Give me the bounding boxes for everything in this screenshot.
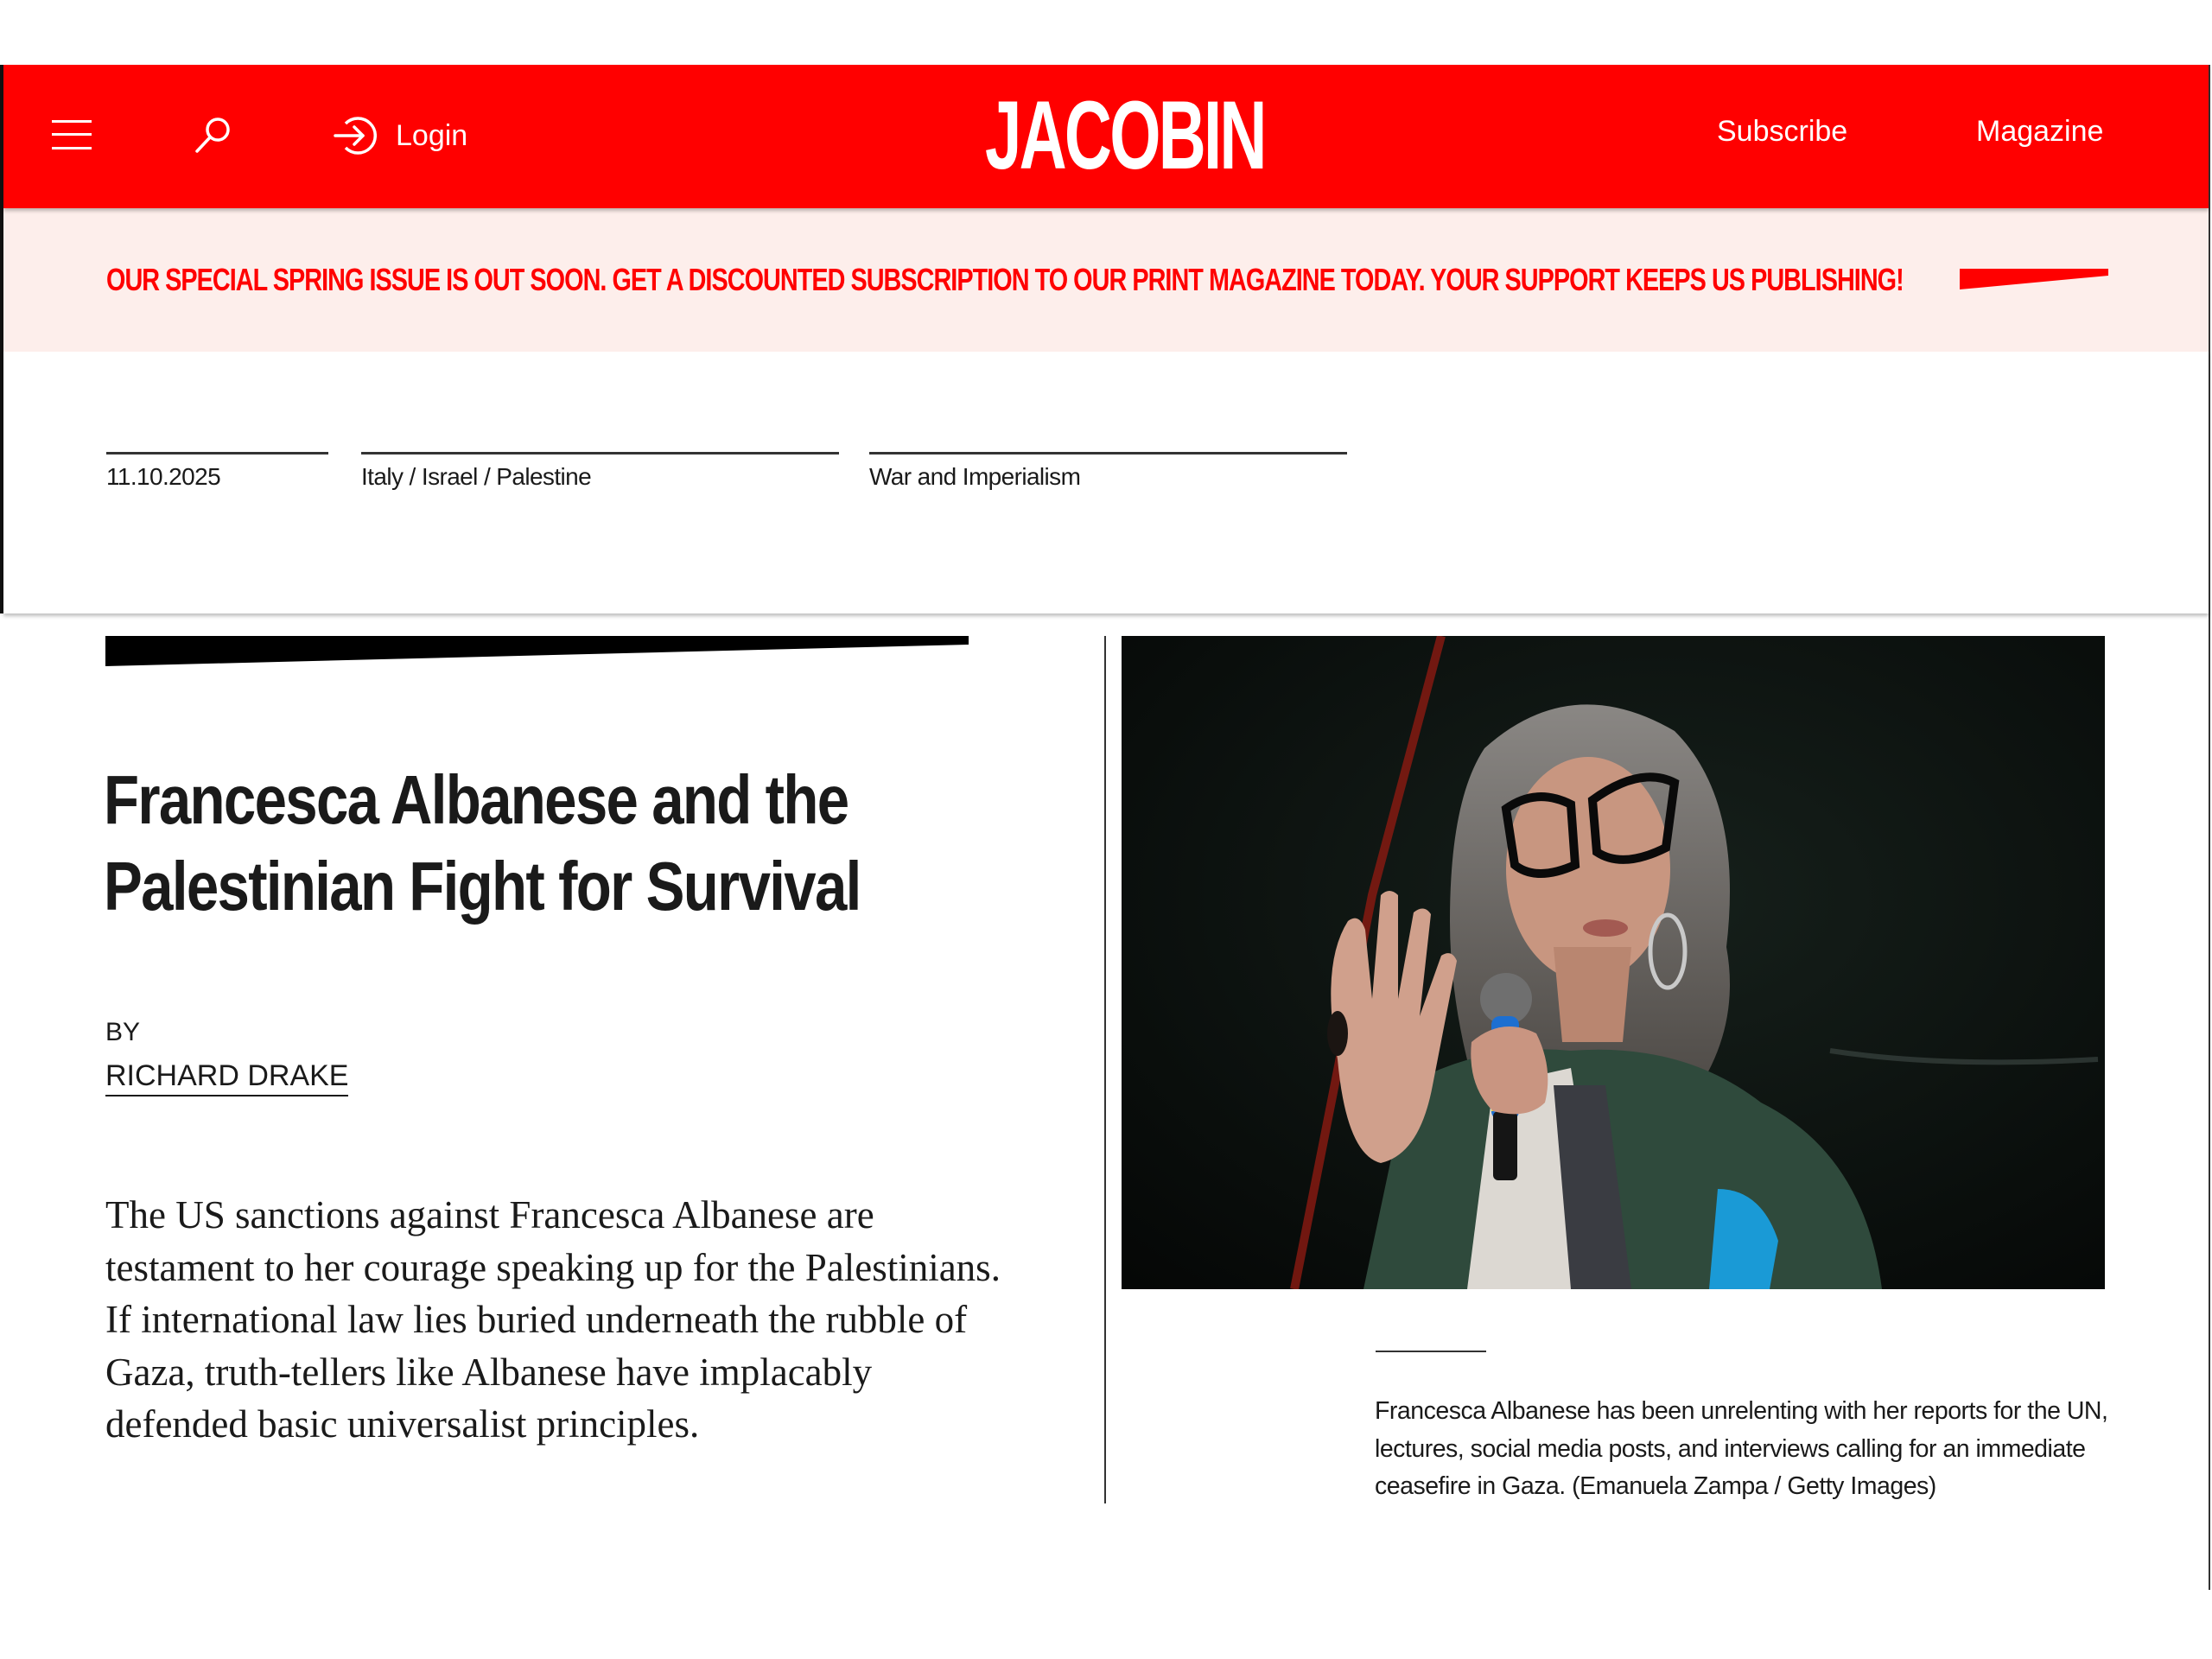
column-divider [1104, 636, 1106, 1503]
article-lead: The US sanctions against Francesca Albanese are testament to her courage speaking up for the Palestinians. If international law lies buried underneath the rubble of Gaza, truth-tellers like Albanese have implacably defended basic universalist principles. [105, 1193, 1001, 1446]
hamburger-menu-icon[interactable] [52, 118, 92, 151]
login-button[interactable] [334, 113, 467, 158]
photo-caption: Francesca Albanese has been unrelenting with her reports for the UN, lectures, social media posts, and interviews calling for an immediate ceasefire in Gaza. (Emanuela Zampa / Getty Images) [1375, 1397, 2108, 1500]
topic-tag-link[interactable]: War and Imperialism [869, 452, 1347, 491]
caption-rule [1376, 1351, 1486, 1352]
window-right-edge [2209, 65, 2210, 1590]
article-meta-strip [3, 352, 2209, 613]
subscribe-link[interactable]: Subscribe [1717, 115, 1848, 148]
promo-text[interactable]: OUR SPECIAL SPRING ISSUE IS OUT SOON. GET A DISCOUNTED SUBSCRIPTION TO OUR PRINT MAGAZINE TODAY. YOUR SUPPORT KEEPS US PUBLISHING! [106, 262, 1904, 297]
promo-arrow-wedge-icon [1960, 269, 2108, 289]
title-line-1: Francesca Albanese and the [104, 761, 849, 838]
article-photo [1122, 636, 2105, 1289]
search-icon[interactable] [192, 117, 233, 155]
location-tag-link[interactable]: Italy / Israel / Palestine [361, 452, 839, 491]
login-label: Login [396, 118, 468, 152]
site-header [3, 65, 2209, 208]
byline-prefix: BY [105, 1018, 141, 1046]
magazine-link[interactable]: Magazine [1976, 115, 2104, 148]
decorative-black-wedge [105, 636, 969, 666]
publish-date: 11.10.2025 [106, 452, 328, 491]
promo-banner[interactable] [3, 208, 2209, 352]
author-link[interactable]: RICHARD DRAKE [105, 1059, 348, 1096]
login-arrow-icon [334, 115, 377, 156]
article-title [104, 757, 1004, 930]
jacobin-logo[interactable]: JACOBIN [985, 81, 1265, 189]
title-line-2: Palestinian Fight for Survival [104, 848, 861, 925]
